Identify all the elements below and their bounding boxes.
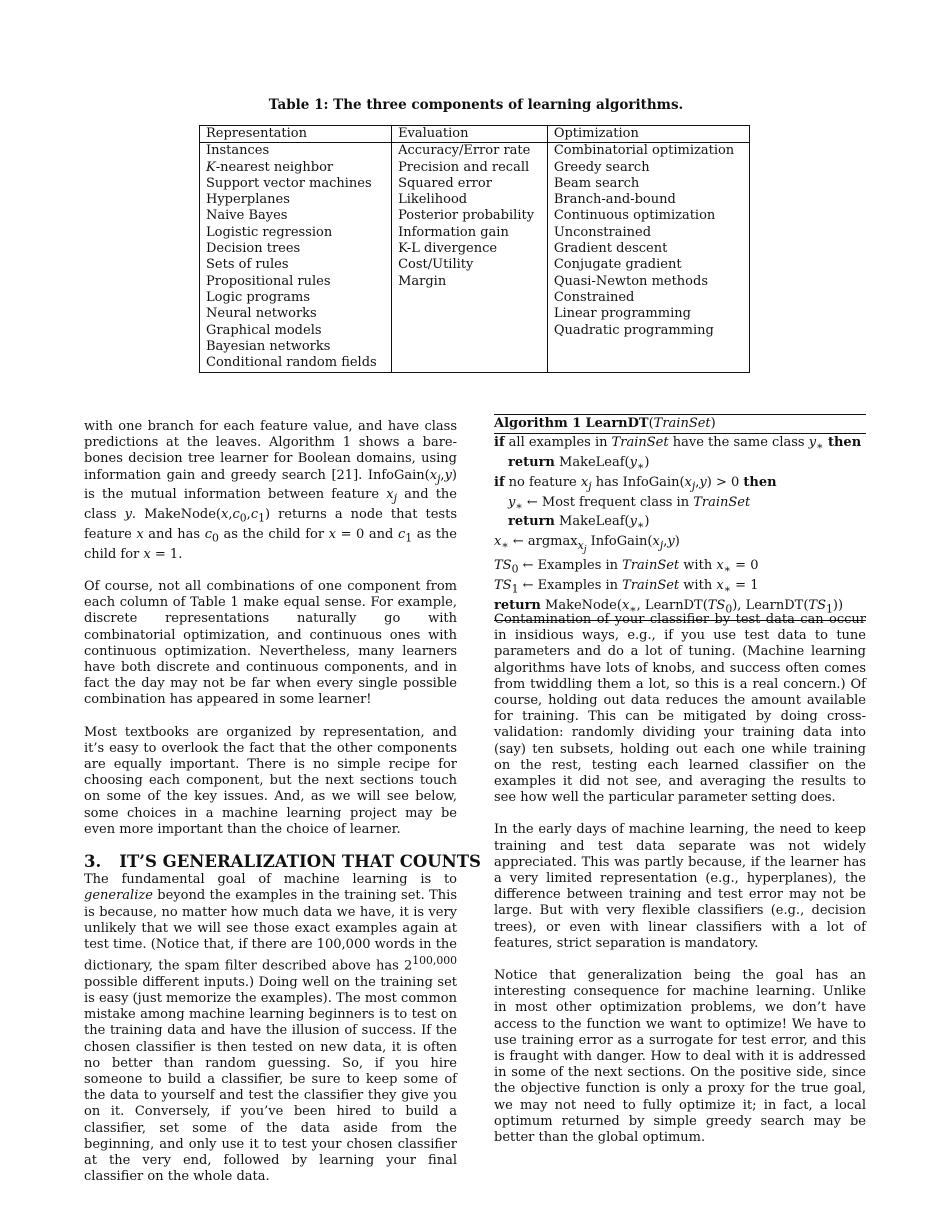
table-cell bbox=[392, 323, 548, 339]
table-cell: Branch-and-bound bbox=[547, 192, 749, 208]
table-cell: Naive Bayes bbox=[200, 208, 392, 224]
table-cell: Bayesian networks bbox=[200, 339, 392, 355]
table-row bbox=[200, 160, 750, 176]
algorithm-line: if no feature $x_j$ has $InfoGain(x_j,y) > 0$ then bbox=[494, 474, 777, 493]
algorithm-name: LearnDT bbox=[585, 416, 649, 431]
right-column bbox=[494, 612, 866, 1162]
algorithm-header: Algorithm 1 LearnDT(TrainSet) bbox=[494, 415, 866, 434]
table-cell: Gradient descent bbox=[547, 241, 749, 257]
table-row bbox=[200, 323, 750, 339]
table-row bbox=[200, 290, 750, 306]
table-cell: Propositional rules bbox=[200, 274, 392, 290]
algorithm-box bbox=[494, 414, 866, 621]
table-cell: Precision and recall bbox=[392, 160, 548, 176]
algorithm-label: Algorithm 1 bbox=[494, 416, 582, 431]
paragraph: with one branch for each feature value, and have class predictions at the leaves. Algorithm 1 shows a bare-bones decision tree learner for Boolean domains, using information gain and greedy search [21]. $InfoGain(x_j,y)$ is the mutual information between feature $x_j$ and the class y. $MakeNode(x,c_0,c_1)$ returns a node that tests feature x and has $c_0$ as the child for x = 0 and $c_1$ as the child for x = 1. bbox=[84, 419, 457, 562]
table-row bbox=[200, 257, 750, 273]
section-title: IT’S GENERALIZATION THAT COUNTS bbox=[119, 852, 481, 872]
algorithm-line: $x_∗$ ← argmax$_{x_j}$ $InfoGain(x_j,y)$ bbox=[494, 534, 680, 555]
section-heading bbox=[84, 852, 481, 872]
algorithm-line: $TS_1$ ← Examples in TrainSet with $x_∗ = 1$ bbox=[494, 577, 759, 596]
table-row bbox=[200, 339, 750, 355]
algorithm-line: $TS_0$ ← Examples in TrainSet with $x_∗ = 0$ bbox=[494, 558, 759, 576]
table-cell: Combinatorial optimization bbox=[547, 143, 749, 160]
algorithm-arg: TrainSet bbox=[653, 416, 711, 431]
table-cell: Logic programs bbox=[200, 290, 392, 306]
algorithm-line: return $MakeLeaf(y_∗)$ bbox=[508, 455, 650, 473]
table-header-row bbox=[200, 126, 750, 143]
table-cell: Beam search bbox=[547, 176, 749, 192]
table-cell: Margin bbox=[392, 274, 548, 290]
paragraph: In the early days of machine learning, the need to keep training and test data separate was not widely appreciated. This was partly because, if the learner has a very limited representation (e.g., hyperplanes), the difference between training and test error may not be large. But with very flexible classifiers (e.g., decision trees), or even with linear classifiers with a lot of features, strict separation is mandatory. bbox=[494, 822, 866, 951]
table-row bbox=[200, 208, 750, 224]
col-header-evaluation: Evaluation bbox=[392, 126, 548, 143]
table-cell: Information gain bbox=[392, 225, 548, 241]
algorithm-line: return $MakeNode(x_∗$, $LearnDT(TS_0)$, $LearnDT(TS_1)$) bbox=[494, 597, 844, 616]
algorithm-line: if all examples in TrainSet have the same class $y_∗$ then bbox=[494, 435, 862, 453]
table-cell bbox=[392, 306, 548, 322]
algorithm-body bbox=[494, 434, 866, 619]
table-cell: Linear programming bbox=[547, 306, 749, 322]
table-cell: Posterior probability bbox=[392, 208, 548, 224]
paragraph: Notice that generalization being the goal has an interesting consequence for machine learning. Unlike in most other optimization problems, we don’t have access to the function we want to optimize! We have to use training error as a surrogate for test error, and this is fraught with danger. How to deal with it is addressed in some of the next sections. On the positive side, since the objective function is only a proxy for the true goal, we may not need to fully optimize it; in fact, a local optimum returned by simple greedy search may be better than the global optimum. bbox=[494, 968, 866, 1146]
paragraph: Of course, not all combinations of one component from each column of Table 1 make equal sense. For example, discrete representations naturally go with combinatorial optimization, and continuous ones with continuous optimization. Nevertheless, many learners have both discrete and continuous components, and in fact the day may not be far when every single possible combination has appeared in some learner! bbox=[84, 579, 457, 708]
table-cell: Sets of rules bbox=[200, 257, 392, 273]
table-cell: Squared error bbox=[392, 176, 548, 192]
paragraph: Contamination of your classifier by test data can occur in insidious ways, e.g., if you use test data to tune parameters and do a lot of tuning. (Machine learning algorithms have lots of knobs, and success often comes from twiddling them a lot, so this is a real concern.) Of course, holding out data reduces the amount available for training. This can be mitigated by doing cross-validation: randomly dividing your training data into (say) ten subsets, holding out each one while training on the rest, testing each learned classifier on the examples it did not see, and averaging the results to see how well the particular parameter setting does. bbox=[494, 612, 866, 806]
table-cell: Graphical models bbox=[200, 323, 392, 339]
table-cell: Decision trees bbox=[200, 241, 392, 257]
section-number: 3. bbox=[84, 852, 102, 872]
table-row bbox=[200, 241, 750, 257]
table-row bbox=[200, 225, 750, 241]
table-cell: Hyperplanes bbox=[200, 192, 392, 208]
table-cell bbox=[392, 355, 548, 373]
table-cell: K-nearest neighbor bbox=[200, 160, 392, 176]
table-cell bbox=[547, 339, 749, 355]
table-cell: Conditional random fields bbox=[200, 355, 392, 373]
paragraph: The fundamental goal of machine learning is to generalize beyond the examples in the training set. This is because, no matter how much data we have, it is very unlikely that we will see those exact examples again at test time. (Notice that, if there are 100,000 words in the dictionary, the spam filter described above has 2$^{100,000}$ possible different inputs.) Doing well on the training set is easy (just memorize the examples). The most common mistake among machine learning beginners is to test on the training data and have the illusion of success. If the chosen classifier is then tested on new data, it is often no better than random guessing. So, if you hire someone to build a classifier, be sure to keep some of the data to yourself and test the classifier they give you on it. Conversely, if you’ve been hired to build a classifier, set some of the data aside from the beginning, and only use it to test your chosen classifier at the very end, followed by learning your final classifier on the whole data. bbox=[84, 872, 457, 1185]
table-cell: Support vector machines bbox=[200, 176, 392, 192]
algorithm-line: return $MakeLeaf(y_∗)$ bbox=[508, 514, 650, 532]
table-cell: Conjugate gradient bbox=[547, 257, 749, 273]
knn-suffix: -nearest neighbor bbox=[215, 159, 334, 175]
left-column bbox=[84, 419, 481, 1201]
table-cell: Neural networks bbox=[200, 306, 392, 322]
table-cell bbox=[547, 355, 749, 373]
table-cell: Unconstrained bbox=[547, 225, 749, 241]
table-cell: Likelihood bbox=[392, 192, 548, 208]
table-cell bbox=[392, 339, 548, 355]
table-row bbox=[200, 176, 750, 192]
table-row bbox=[200, 192, 750, 208]
algorithm-line: $y_∗$ ← Most frequent class in TrainSet bbox=[508, 494, 751, 513]
table-row bbox=[200, 355, 750, 373]
col-header-optimization: Optimization bbox=[547, 126, 749, 143]
table-cell: Instances bbox=[200, 143, 392, 160]
table-cell: Greedy search bbox=[547, 160, 749, 176]
table-row bbox=[200, 143, 750, 160]
col-header-representation: Representation bbox=[200, 126, 392, 143]
table-cell: K-L divergence bbox=[392, 241, 548, 257]
table-cell: Quasi-Newton methods bbox=[547, 274, 749, 290]
table-cell: Cost/Utility bbox=[392, 257, 548, 273]
table-cell: Logistic regression bbox=[200, 225, 392, 241]
table-row bbox=[200, 274, 750, 290]
table-caption: Table 1: The three components of learning algorithms. bbox=[268, 97, 684, 113]
paragraph: Most textbooks are organized by representation, and it’s easy to overlook the fact that the other components are equally important. There is no simple recipe for choosing each component, but the next sections touch on some of the key issues. And, as we will see below, some choices in a machine learning project may be even more important than the choice of learner. bbox=[84, 724, 457, 837]
table-cell bbox=[392, 290, 548, 306]
table-cell: Continuous optimization bbox=[547, 208, 749, 224]
table-cell: Accuracy/Error rate bbox=[392, 143, 548, 160]
table-cell: Quadratic programming bbox=[547, 323, 749, 339]
components-table bbox=[199, 125, 750, 373]
table-row bbox=[200, 306, 750, 322]
table-cell: Constrained bbox=[547, 290, 749, 306]
